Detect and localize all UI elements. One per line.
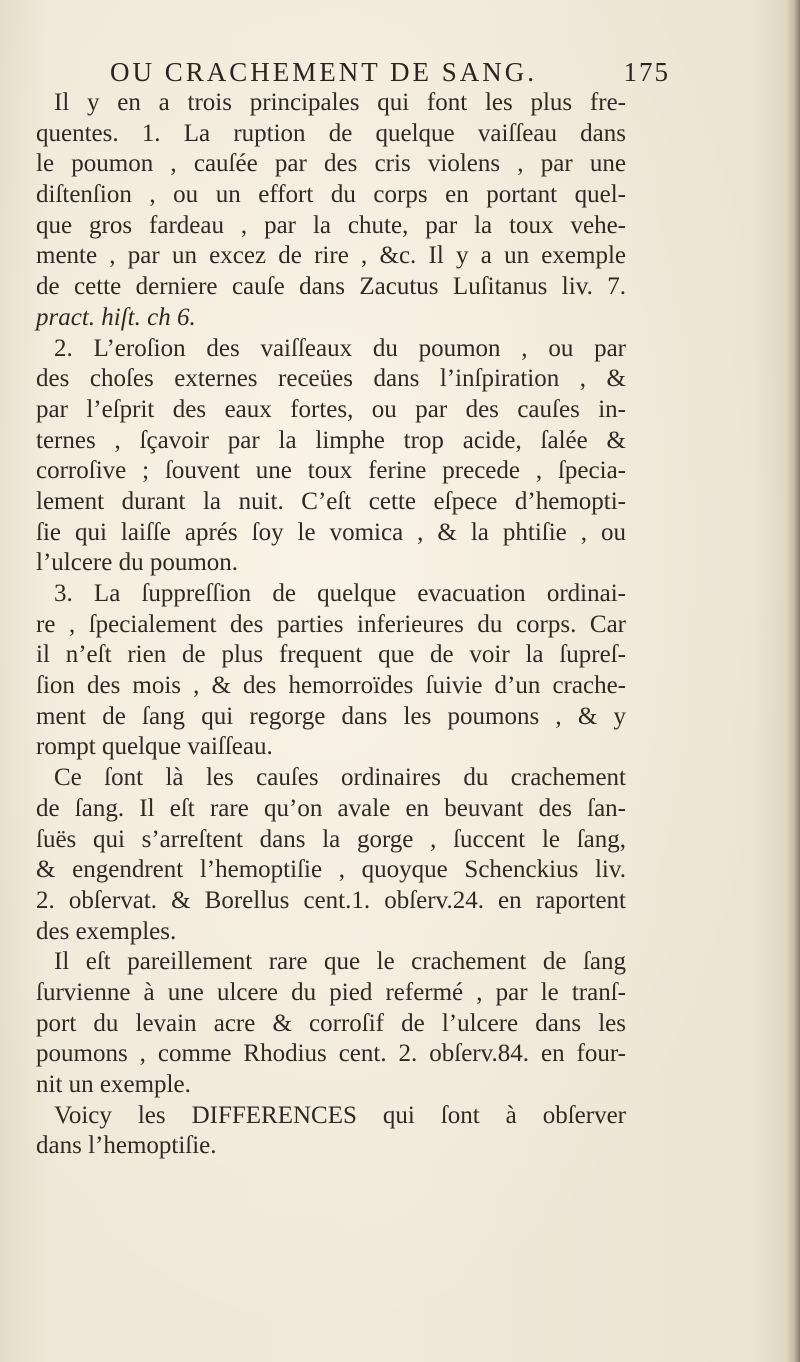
text-line: des choſes externes receües dans l’inſpiration , &	[36, 365, 626, 393]
text-line: & engendrent l’hemoptiſie , quoyque Schenckius liv.	[36, 856, 626, 884]
text-line: Il y en a trois principales qui font les plus fre-	[54, 89, 626, 116]
text-line: ment de ſang qui regorge dans les poumons , & y	[36, 702, 626, 730]
text-line: diſtenſion , ou un effort du corps en portant quel-	[36, 181, 626, 209]
text-line: Il eſt pareillement rare que le crachement de ſang	[54, 948, 626, 976]
text-line: corroſive ; ſouvent une toux ferine precede , ſpecia-	[36, 457, 626, 485]
text-line: nit un exemple.	[36, 1071, 191, 1098]
text-line: des exemples.	[36, 917, 177, 945]
text-line: par l’eſprit des eaux fortes, ou par des cauſes in-	[36, 395, 626, 423]
text-line: pract. hiſt. ch 6.	[36, 303, 196, 331]
body-text	[36, 88, 626, 1162]
running-head: OU CRACHEMENT DE SANG.	[110, 57, 538, 87]
text-line: dans l’hemoptiſie.	[36, 1132, 217, 1160]
text-line: il n’eſt rien de plus frequent que de voir la ſupreſ-	[36, 641, 626, 669]
text-line: rompt quelque vaiſſeau.	[36, 733, 273, 761]
text-line: lement durant la nuit. C’eſt cette eſpece d’hemopti-	[36, 487, 626, 515]
text-line: 2. L’eroſion des vaiſſeaux du poumon , ou par	[54, 334, 626, 362]
text-line: quentes. 1. La ruption de quelque vaiſſeau dans	[36, 119, 626, 147]
page-number: 175	[623, 57, 670, 87]
text-line: 3. La ſuppreſſion de quelque evacuation ordinai-	[54, 580, 626, 607]
text-line: ſion des mois , & des hemorroïdes ſuivie d’un crache-	[36, 672, 626, 700]
text-line: port du levain acre & corroſif de l’ulcere dans les	[36, 1009, 626, 1037]
text-line: de cette derniere cauſe dans Zacutus Luſitanus liv. 7.	[36, 273, 626, 301]
text-line: re , ſpecialement des parties inferieures du corps. Car	[36, 610, 626, 638]
text-line: de ſang. Il eſt rare qu’on avale en beuvant des ſan-	[36, 794, 626, 822]
text-line: le poumon , cauſée par des cris violens , par une	[36, 150, 626, 178]
page-gutter-shadow	[786, 0, 800, 1362]
text-line: l’ulcere du poumon.	[36, 549, 239, 577]
text-line: ſie qui laiſſe aprés ſoy le vomica , & la phtiſie , ou	[36, 518, 626, 546]
text-line: que gros fardeau , par la chute, par la toux vehe-	[36, 211, 626, 239]
text-line: ternes , ſçavoir par la limphe trop acide, ſalée &	[36, 426, 626, 454]
text-line: Ce ſont là les cauſes ordinaires du crachement	[54, 764, 626, 792]
text-line: ſurvienne à une ulcere du pied refermé , par le tranſ-	[36, 978, 626, 1006]
text-line: mente , par un excez de rire , &c. Il y a un exemple	[36, 242, 626, 270]
text-line: Voicy les DIFFERENCES qui ſont à obſerver	[54, 1101, 626, 1129]
text-line: ſuës qui s’arreſtent dans la gorge , ſuccent le ſang,	[36, 825, 626, 853]
text-line: poumons , comme Rhodius cent. 2. obſerv.84. en four-	[36, 1040, 626, 1068]
text-line: 2. obſervat. & Borellus cent.1. obſerv.24. en raportent	[36, 886, 626, 914]
